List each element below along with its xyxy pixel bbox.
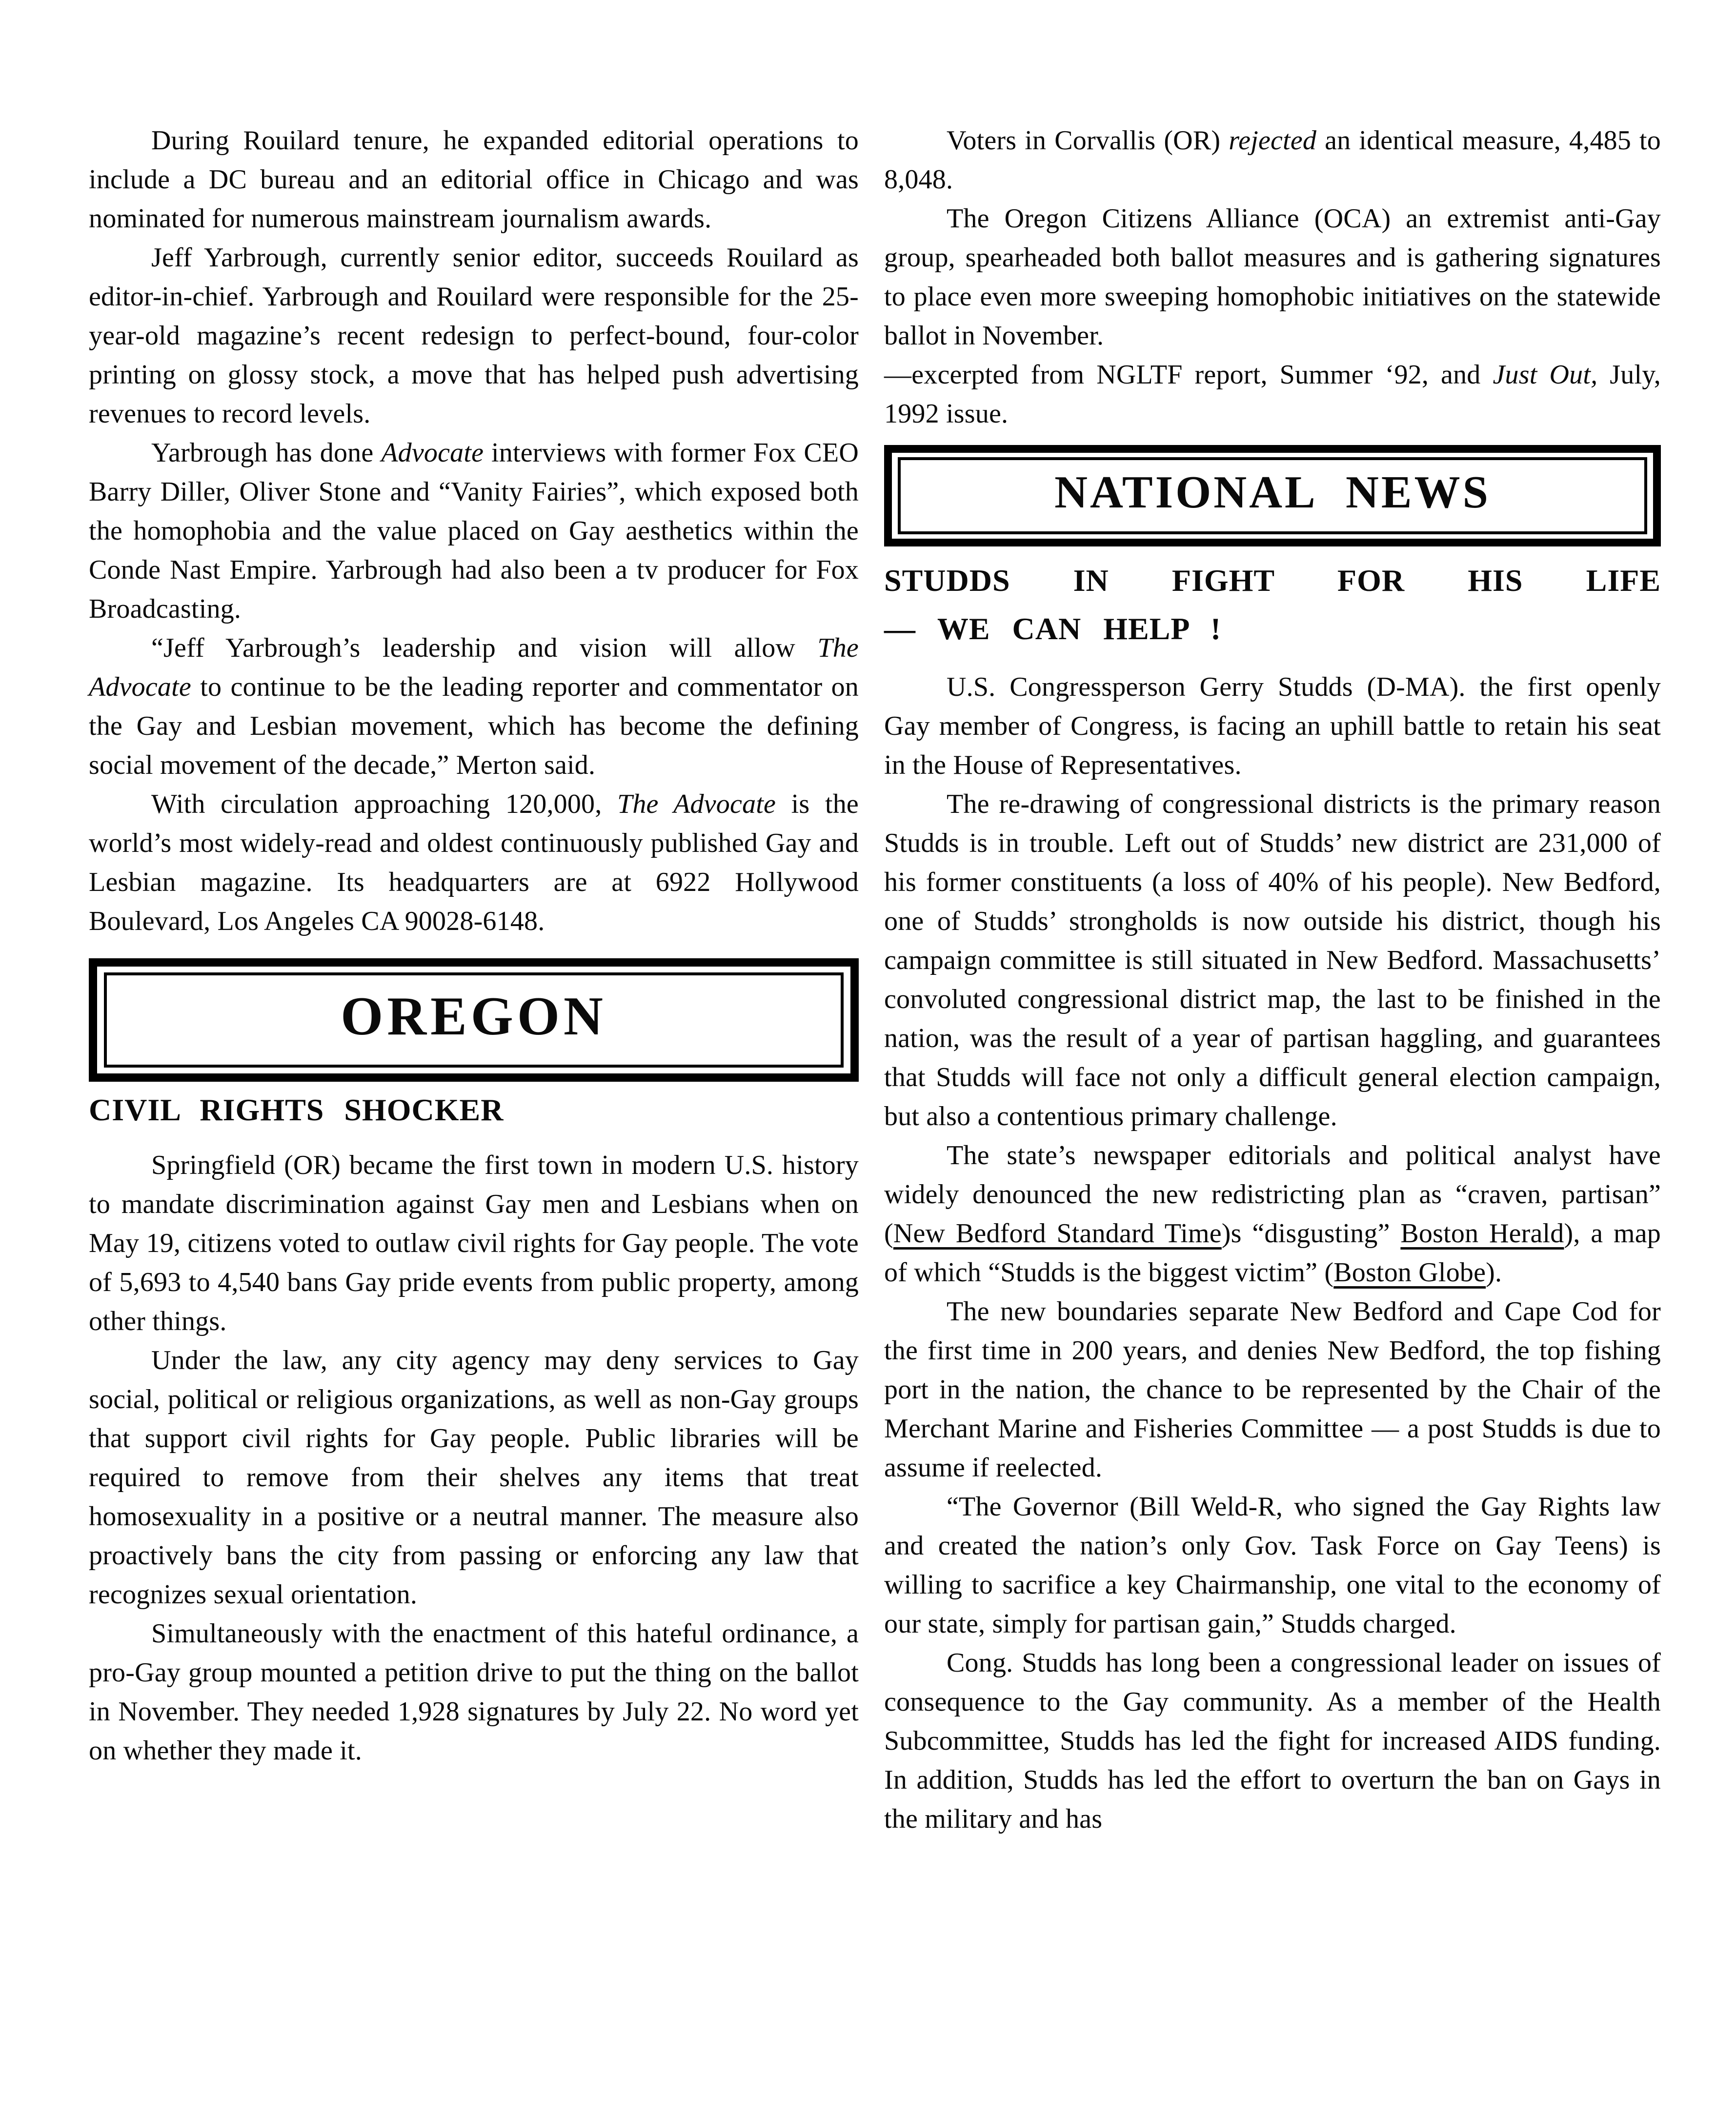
paragraph [884,355,1661,433]
text-run: ), a map of which “Studds is the biggest victim” ( [884,1218,1661,1288]
text-run: Jeff Yarbrough, currently senior editor, succeeds Rouilard as editor-in-chief. Yarbrough and Rouilard were responsible for the 25-year-old magazine’s recent redesign to perfect-bound, four-color printing on glossy stock, a move that has helped push advertising revenues to record levels. [89,242,859,429]
oregon-story-continued-paragraphs [884,121,1661,433]
oregon-story-paragraphs [89,1146,859,1770]
text-run: Cong. Studds has long been a congressional leader on issues of consequence to the Gay community. As a member of the Health Subcommittee, Studds has led the fight for increased AIDS funding. In addition, Studds has led the effort to overturn the ban on Gays in the military and has [884,1648,1661,1835]
paragraph [884,1487,1661,1643]
paragraph [89,1614,859,1770]
oregon-section-box-inner [104,972,844,1068]
right-column [884,121,1661,1838]
text-run: to continue to be the leading reporter and commentator on the Gay and Lesbian movement, which has become the defining social movement of the decade,” Merton said. [89,672,859,780]
paragraph [884,1136,1661,1292]
paragraph [884,199,1661,355]
text-run: Under the law, any city agency may deny services to Gay social, political or religious organizations, as well as non-Gay groups that support civil rights for Gay people. Public libraries will be required to remove from their shelves any items that treat homosexuality in a positive or a neutral manner. The measure also proactively bans the city from passing or enforcing any law that recognizes sexual orientation. [89,1345,859,1610]
text-run: The state’s newspaper editorials and political analyst have widely denounced the new redistricting plan as “craven, partisan” ( [884,1140,1661,1249]
paragraph [884,1292,1661,1487]
text-run: The Oregon Citizens Alliance (OCA) an extremist anti-Gay group, spearheaded both ballot measures and is gathering signatures to place even more sweeping homophobic initiatives on the statewide ballot in November. [884,203,1661,351]
text-run: The Advocate [617,789,776,819]
text-run: During Rouilard tenure, he expanded editorial operations to include a DC bureau and an editorial office in Chicago and was nominated for numerous mainstream journalism awards. [89,125,859,234]
paragraph [89,433,859,628]
text-run: With circulation approaching 120,000, [151,789,617,819]
text-run: Boston Herald [1400,1218,1564,1249]
studds-story-paragraphs [884,667,1661,1838]
text-run: The new boundaries separate New Bedford and Cape Cod for the first time in 200 years, and denies New Bedford, the top fishing port in the nation, the chance to be represented by the Chair of the Merchant Marine and Fisheries Committee — a post Studds is due to assume if reelected. [884,1296,1661,1483]
text-run: )s “disgusting” [1221,1218,1401,1249]
paragraph [89,1146,859,1341]
text-run: “The Governor (Bill Weld-R, who signed the Gay Rights law and created the nation’s only Gov. Task Force on Gay Teens) is willing to sacrifice a key Chairmanship, one vital to the economy of our state, simply for partisan gain,” Studds charged. [884,1492,1661,1639]
text-run: Springfield (OR) became the first town in modern U.S. history to mandate discrimination against Gay men and Lesbians when on May 19, citizens voted to outlaw civil rights for Gay people. The vote of 5,693 to 4,540 bans Gay pride events from public property, among other things. [89,1150,859,1336]
oregon-section-box [89,958,859,1082]
studds-headline-line1: STUDDS IN FIGHT FOR HIS LIFE [884,563,1661,598]
text-run: Yarbrough has done [151,438,382,468]
text-run: ). [1486,1257,1502,1288]
paragraph [884,121,1661,199]
paragraph [89,121,859,238]
paragraph [89,628,859,785]
text-run: “Jeff Yarbrough’s leadership and vision will allow [151,633,818,663]
studds-headline-line2: — WE CAN HELP ! [884,611,1222,646]
oregon-section-title: OREGON [341,986,607,1047]
text-run: Advocate [381,438,484,468]
paragraph [884,1643,1661,1838]
text-run: Simultaneously with the enactment of this hateful ordinance, a pro-Gay group mounted a petition drive to put the thing on the ballot in November. They needed 1,928 signatures by July 22. No word yet on whether they made it. [89,1618,859,1766]
paragraph [89,1341,859,1614]
advocate-story-paragraphs [89,121,859,941]
text-run: rejected [1229,125,1317,156]
text-run: an identical measure, 4,485 to 8,048. [884,125,1661,195]
text-run: interviews with former Fox CEO Barry Diller, Oliver Stone and “Vanity Fairies”, which exposed both the homophobia and the value placed on Gay aesthetics within the Conde Nast Empire. Yarbrough had also been a tv producer for Fox Broadcasting. [89,438,859,624]
text-run: U.S. Congressperson Gerry Studds (D-MA). the first openly Gay member of Congress, is facing an uphill battle to retain his seat in the House of Representatives. [884,672,1661,781]
text-run: The Advocate [89,633,859,702]
text-run: The re-drawing of congressional districts is the primary reason Studds is in trouble. Left out of Studds’ new district are 231,000 of his former constituents (a loss of 40% of his people). New Bedford, one of Studds’ strongholds is now outside his district, though his campaign committee is still situated in New Bedford. Massachusetts’ convoluted congressional district map, the last to be finished in the nation, was the result of a year of partisan haggling, and guarantees that Studds will face not only a difficult general election campaign, but also a contentious primary challenge. [884,789,1661,1132]
paragraph [89,238,859,433]
text-run: —excerpted from NGLTF report, Summer ‘92, and [884,360,1493,390]
studds-headline [884,556,1661,653]
paragraph [884,667,1661,785]
text-run: Just Out, [1493,360,1598,390]
text-run: Boston Globe [1333,1257,1486,1288]
national-news-section-title: NATIONAL NEWS [1054,467,1491,518]
national-news-section-box-inner [898,457,1647,534]
text-run: New Bedford Standard Time [893,1218,1222,1249]
text-run: July, 1992 issue. [884,360,1661,429]
national-news-section-box [884,445,1661,546]
civil-rights-shocker-heading: CIVIL RIGHTS SHOCKER [89,1092,504,1127]
text-run: Voters in Corvallis (OR) [947,125,1229,156]
left-column [89,121,859,1770]
paragraph [89,785,859,941]
paragraph [884,785,1661,1136]
text-run: is the world’s most widely-read and oldest continuously published Gay and Lesbian magazine. Its headquarters are at 6922 Hollywood Boulevard, Los Angeles CA 90028-6148. [89,789,859,936]
